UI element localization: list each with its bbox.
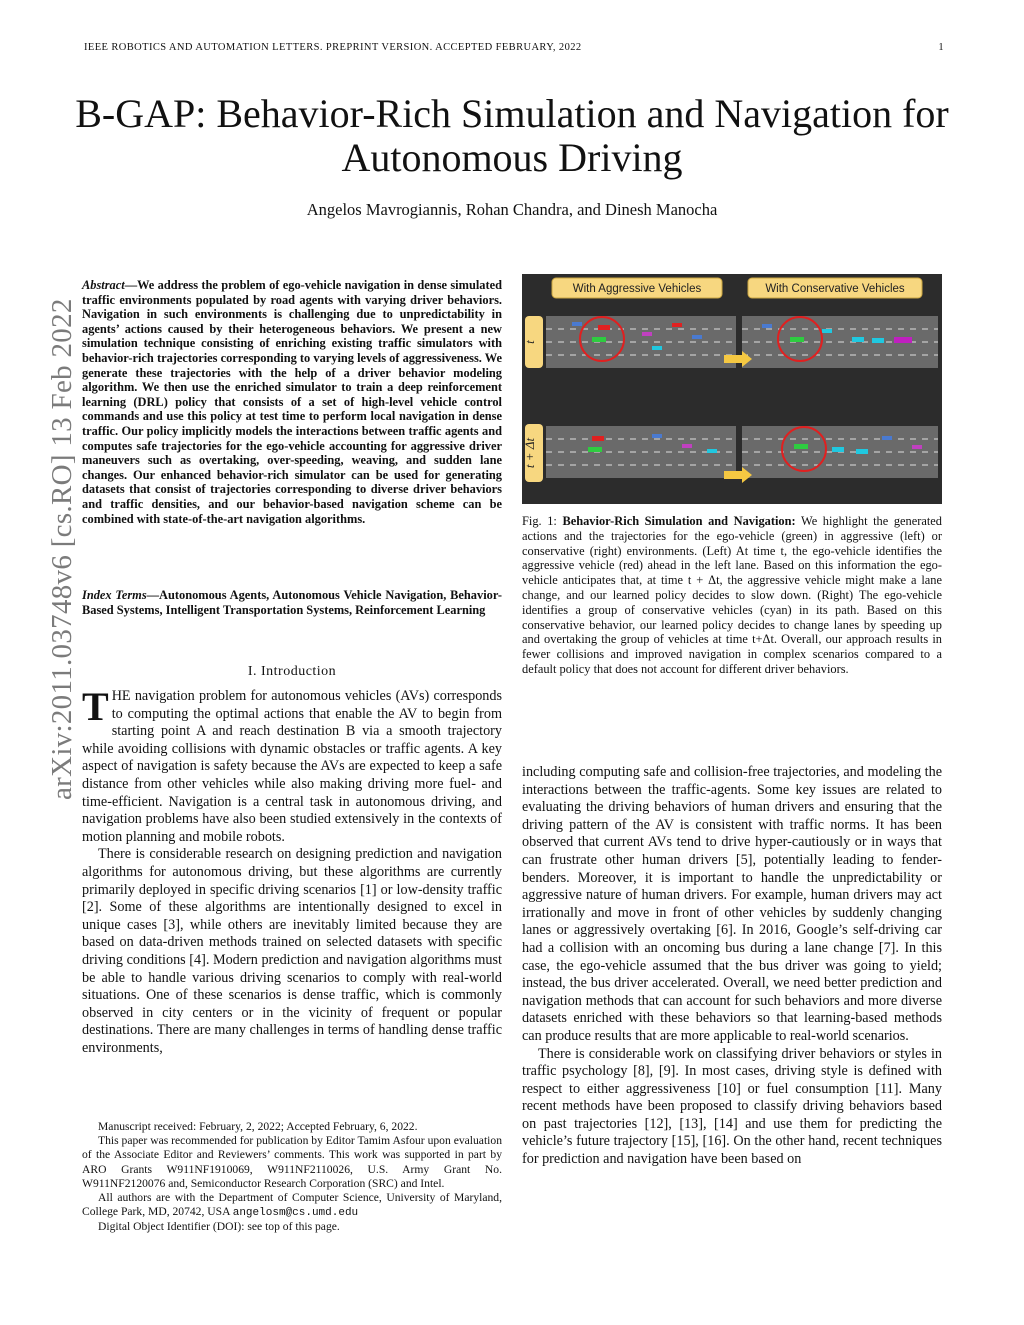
- footnote-doi: Digital Object Identifier (DOI): see top of this page.: [98, 1220, 340, 1234]
- label-aggressive: With Aggressive Vehicles: [572, 283, 702, 295]
- section-heading: I. Introduction: [247, 664, 337, 679]
- right-paragraph-2: There is considerable work on classifying driver behaviors or styles in traffic psychology [8], [9]. In most cases, driving style is defined with respect to either aggressiveness [10] or fuel consumption [11]. Many recent methods have been proposed to classify driving behaviors based on past trajectories [12], [13], [14] and use them for predicting the vehicle’s future trajectory [15], [16]. On the other hand, recent techniques for prediction and navigation have been based on: [522, 1045, 942, 1168]
- footnote-received: Manuscript received: February, 2, 2022; Accepted February, 6, 2022.: [98, 1120, 418, 1133]
- caption-text: We highlight the generated actions and the trajectories for the ego-vehicle (green) in aggressive (left) or conservative (right) environments. (Left) At time t, the ego-vehicle identifies the aggressive vehicle (red) ahead in the left lane. Based on this information the ego-vehicle anticipates that, at time t + Δt, the aggressive vehicle might make a lane change, and our learned policy decides to slow down. (Right) The ego-vehicle identifies a group of conservative vehicles (cyan) in its path. Based on this conservative behavior, our learned policy decides to change lanes by speeding up and overtaking the group of vehicles at time t+Δt. Overall, our approach results in fewer collisions and improved navigation in complex scenarios compared to a default policy that does not account for different driver behaviors.: [522, 514, 942, 676]
- intro-paragraph-2: There is considerable research on designing prediction and navigation algorithms for autonomous driving, but these algorithms are currently primarily deployed in specific driving scenarios [1] or low-density traffic [2]. Some of these algorithms are intentionally designed to excel in unique cases [3], while others are inevitably limited because they are based on data-driven methods trained on selected datasets with specific driving conditions [4]. Modern prediction and navigation algorithms must be able to handle various driving scenarios to comply with real-world situations. One of these scenarios is dense traffic, which is commonly observed in city centers or in the vicinity of frequent or popular destinations. There are many challenges in terms of handling dense traffic environments,: [82, 846, 502, 1056]
- road-bottom-right: [742, 426, 938, 478]
- abstract-text: We address the problem of ego-vehicle navigation in dense simulated traffic environments populated by road agents with varying driver behaviors. Navigation in such environments is challenging due to unpredictability in agents’ actions caused by their heterogeneous behaviors. We present a new simulation technique consisting of enriching existing traffic simulators with behavior-rich trajectories corresponding to varying levels of aggressiveness. We generate these trajectories with the help of a driver behavior modeling algorithm. We then use the enriched simulator to train a deep reinforcement learning (DRL) policy that consists of a set of high-level vehicle control commands and use this policy at test time to perform local navigation in dense traffic. Our policy implicitly models the interactions between traffic agents and computes safe trajectories for the ego-vehicle accounting for aggressive driver maneuvers such as overtaking, over-speeding, weaving, and sudden lane changes. Our enhanced behavior-rich simulator can be used for generating datasets that consist of trajectories corresponding to diverse driver behaviors and traffic densities, and our behavior-based navigation scheme can be combined with state-of-the-art navigation algorithms.: [82, 278, 502, 526]
- drop-cap: T: [82, 684, 109, 729]
- right-column-body: [522, 764, 942, 1169]
- label-conservative: With Conservative Vehicles: [765, 283, 905, 295]
- index-terms-text: Autonomous Agents, Autonomous Vehicle Navigation, Behavior-Based Systems, Intelligent Transportation Systems, Reinforcement Learning: [82, 588, 502, 617]
- road-bottom-left: [546, 426, 736, 478]
- footnote: [82, 1120, 502, 1235]
- road-top-left: [546, 316, 736, 368]
- caption-label: Fig. 1:: [522, 514, 557, 528]
- index-terms-label: Index Terms: [82, 588, 147, 602]
- right-paragraph-1: including computing safe and collision-free trajectories, and modeling the interactions between the traffic-agents. Some key issues are related to evaluating the driving behaviors of human drivers and ensuring that the driving pattern of the AV is consistent with traffic norms. It has been observed that current AVs tend to drive hyper-cautiously or in ways that can frustrate other human drivers [5], potentially leading to fender-benders. Moreover, it is important to handle the unpredictability or aggressive nature of human drivers. For example, human drivers may act irrationally and move in front of other vehicles by suddenly changing lanes or aggressively overtaking [6]. In 2016, Google’s self-driving car had a collision with an oncoming bus during a lane change [7]. In this case, the ego-vehicle assumed that the bus driver was going to yield; instead, the bus driver accelerated. Overall, we need better prediction and navigation methods that can account for such behaviors and more diverse datasets enriched with these behaviors so that learning-based methods can produce results that are more applicable to real-world scenarios.: [522, 764, 942, 1044]
- footnote-affiliation: [82, 1191, 502, 1220]
- arxiv-stamp: arXiv:2011.03748v6 [cs.RO] 13 Feb 2022: [46, 298, 78, 800]
- row-tdt-label: t + Δt: [522, 437, 537, 469]
- index-terms: Index Terms—Autonomous Agents, Autonomous Vehicle Navigation, Behavior-Based Systems, Intelligent Transportation Systems, Reinforcement Learning: [82, 588, 502, 617]
- caption-bold: Behavior-Rich Simulation and Navigation:: [562, 514, 796, 528]
- page-number: 1: [938, 42, 944, 53]
- running-header: [84, 42, 944, 53]
- affiliation-text: All authors are with the Department of Computer Science, University of Maryland, College Park, MD, 20742, USA: [82, 1191, 502, 1219]
- journal-name: IEEE ROBOTICS AND AUTOMATION LETTERS. PREPRINT VERSION. ACCEPTED FEBRUARY, 2022: [84, 42, 582, 53]
- intro-paragraph-1: [82, 684, 502, 846]
- figure-1: [522, 274, 942, 504]
- footnote-recommendation: This paper was recommended for publication by Editor Tamim Asfour upon evaluation of the Associate Editor and Reviewers’ comments. This work was supported in part by ARO Grants W911NF1910069, W911NF2110026, U.S. Army Grant No. W911NF2120076 and, Semiconductor Research Corporation (SRC) and Intel.: [82, 1134, 502, 1190]
- intro-p1-text: HE navigation problem for autonomous vehicles (AVs) corresponds to computing the optimal actions that enable the AV to begin from starting point A and reach destination B via a smooth trajectory while avoiding collisions with dynamic obstacles or traffic agents. A key aspect of navigation is safety because the AVs are expected to keep a safe distance from other vehicles while also making driving more fuel- and time-efficient. Navigation is a central task in autonomous driving, and navigation problems have also been studied extensively in the contexts of motion planning and mobile robots.: [82, 688, 502, 845]
- row-t-label: t: [522, 340, 537, 344]
- author-list: Angelos Mavrogiannis, Rohan Chandra, and Dinesh Manocha: [306, 200, 718, 219]
- intro-body: [82, 684, 502, 1057]
- figure-caption: [522, 514, 942, 677]
- road-top-right: [742, 316, 938, 368]
- author-email[interactable]: angelosm@cs.umd.edu: [232, 1207, 359, 1220]
- figure-1-illustration: [522, 274, 942, 504]
- paper-title: B-GAP: Behavior-Rich Simulation and Navigation for Autonomous Driving: [75, 91, 949, 180]
- abstract-label: Abstract: [82, 278, 125, 292]
- abstract: Abstract—We address the problem of ego-vehicle navigation in dense simulated traffic environments populated by road agents with varying driver behaviors. Navigation in such environments is challenging due to unpredictability in agents’ actions caused by their heterogeneous behaviors. We present a new simulation technique consisting of enriching existing traffic simulators with behavior-rich trajectories corresponding to varying levels of aggressiveness. We generate these trajectories with the help of a driver behavior modeling algorithm. We then use the enriched simulator to train a deep reinforcement learning (DRL) policy that consists of a set of high-level vehicle control commands and use this policy at test time to perform local navigation in dense traffic. Our policy implicitly models the interactions between traffic agents and computes safe trajectories for the ego-vehicle accounting for aggressive driver maneuvers such as overtaking, over-speeding, weaving, and sudden lane changes. Our enhanced behavior-rich simulator can be used for generating datasets that consist of trajectories corresponding to diverse driver behaviors and traffic densities, and our behavior-based navigation scheme can be combined with state-of-the-art navigation algorithms.: [82, 278, 502, 526]
